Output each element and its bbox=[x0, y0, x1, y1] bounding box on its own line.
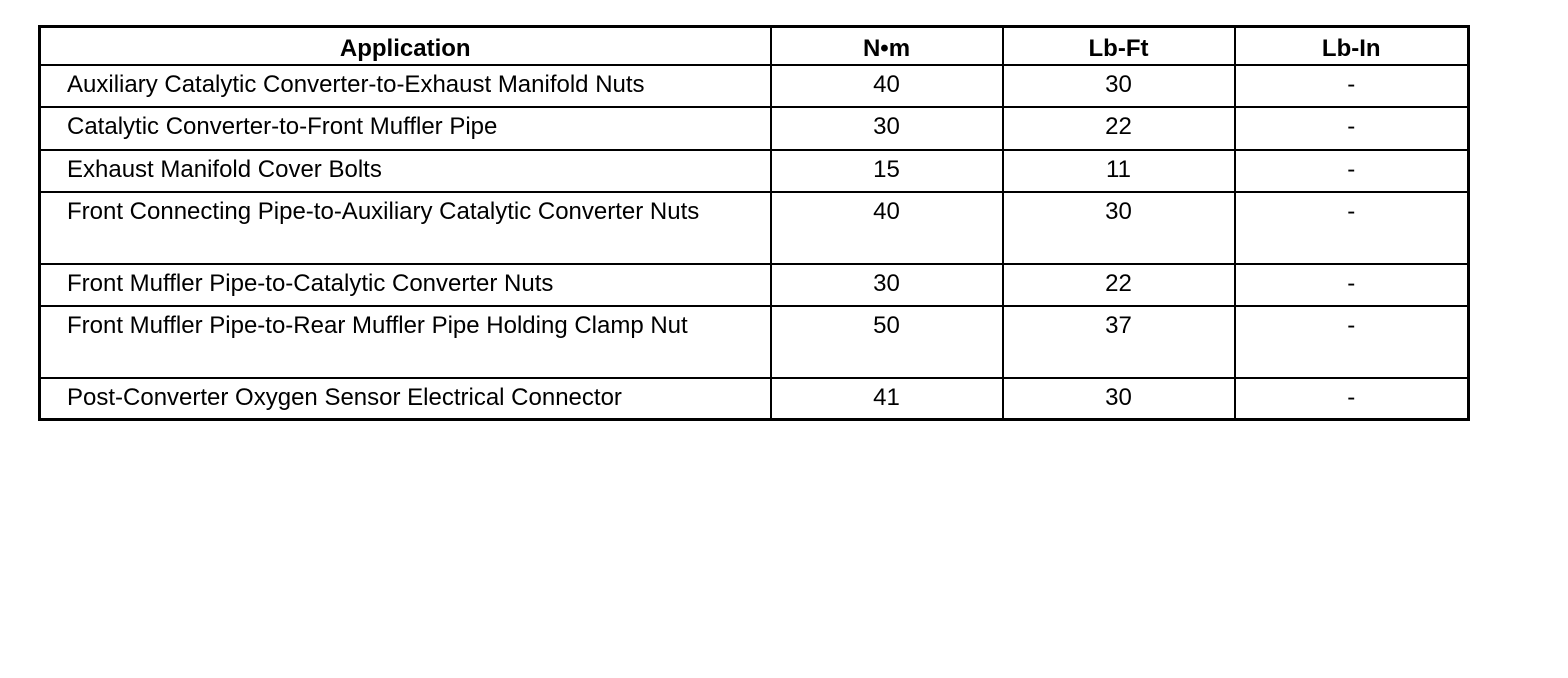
lbin-cell: - bbox=[1235, 378, 1469, 420]
application-cell: Exhaust Manifold Cover Bolts bbox=[40, 150, 771, 192]
nm-cell: 41 bbox=[771, 378, 1003, 420]
header-lbft: Lb-Ft bbox=[1003, 27, 1235, 65]
nm-cell: 15 bbox=[771, 150, 1003, 192]
lbin-cell: - bbox=[1235, 107, 1469, 150]
lbft-cell: 30 bbox=[1003, 192, 1235, 264]
lbft-cell: 30 bbox=[1003, 378, 1235, 420]
table-row bbox=[40, 65, 1469, 107]
nm-cell: 30 bbox=[771, 107, 1003, 150]
nm-cell: 40 bbox=[771, 65, 1003, 107]
nm-cell: 40 bbox=[771, 192, 1003, 264]
header-row bbox=[40, 27, 1469, 65]
nm-cell: 30 bbox=[771, 264, 1003, 306]
application-cell: Catalytic Converter-to-Front Muffler Pipe bbox=[40, 107, 771, 150]
lbft-cell: 30 bbox=[1003, 65, 1235, 107]
table-row bbox=[40, 306, 1469, 378]
lbft-cell: 22 bbox=[1003, 264, 1235, 306]
application-cell: Post-Converter Oxygen Sensor Electrical Connector bbox=[40, 378, 771, 420]
table-row bbox=[40, 192, 1469, 264]
torque-specifications-table bbox=[38, 25, 1470, 421]
header-lbin: Lb-In bbox=[1235, 27, 1469, 65]
application-cell: Front Connecting Pipe-to-Auxiliary Catalytic Converter Nuts bbox=[40, 192, 771, 264]
table-row bbox=[40, 107, 1469, 150]
lbin-cell: - bbox=[1235, 150, 1469, 192]
table-row bbox=[40, 150, 1469, 192]
lbft-cell: 11 bbox=[1003, 150, 1235, 192]
lbin-cell: - bbox=[1235, 264, 1469, 306]
application-cell: Front Muffler Pipe-to-Rear Muffler Pipe Holding Clamp Nut bbox=[40, 306, 771, 378]
lbft-cell: 22 bbox=[1003, 107, 1235, 150]
lbin-cell: - bbox=[1235, 192, 1469, 264]
application-cell: Front Muffler Pipe-to-Catalytic Converter Nuts bbox=[40, 264, 771, 306]
table-row bbox=[40, 264, 1469, 306]
lbft-cell: 37 bbox=[1003, 306, 1235, 378]
lbin-cell: - bbox=[1235, 306, 1469, 378]
table-row bbox=[40, 378, 1469, 420]
application-cell: Auxiliary Catalytic Converter-to-Exhaust Manifold Nuts bbox=[40, 65, 771, 107]
nm-cell: 50 bbox=[771, 306, 1003, 378]
lbin-cell: - bbox=[1235, 65, 1469, 107]
header-application: Application bbox=[40, 27, 771, 65]
header-nm: N•m bbox=[771, 27, 1003, 65]
